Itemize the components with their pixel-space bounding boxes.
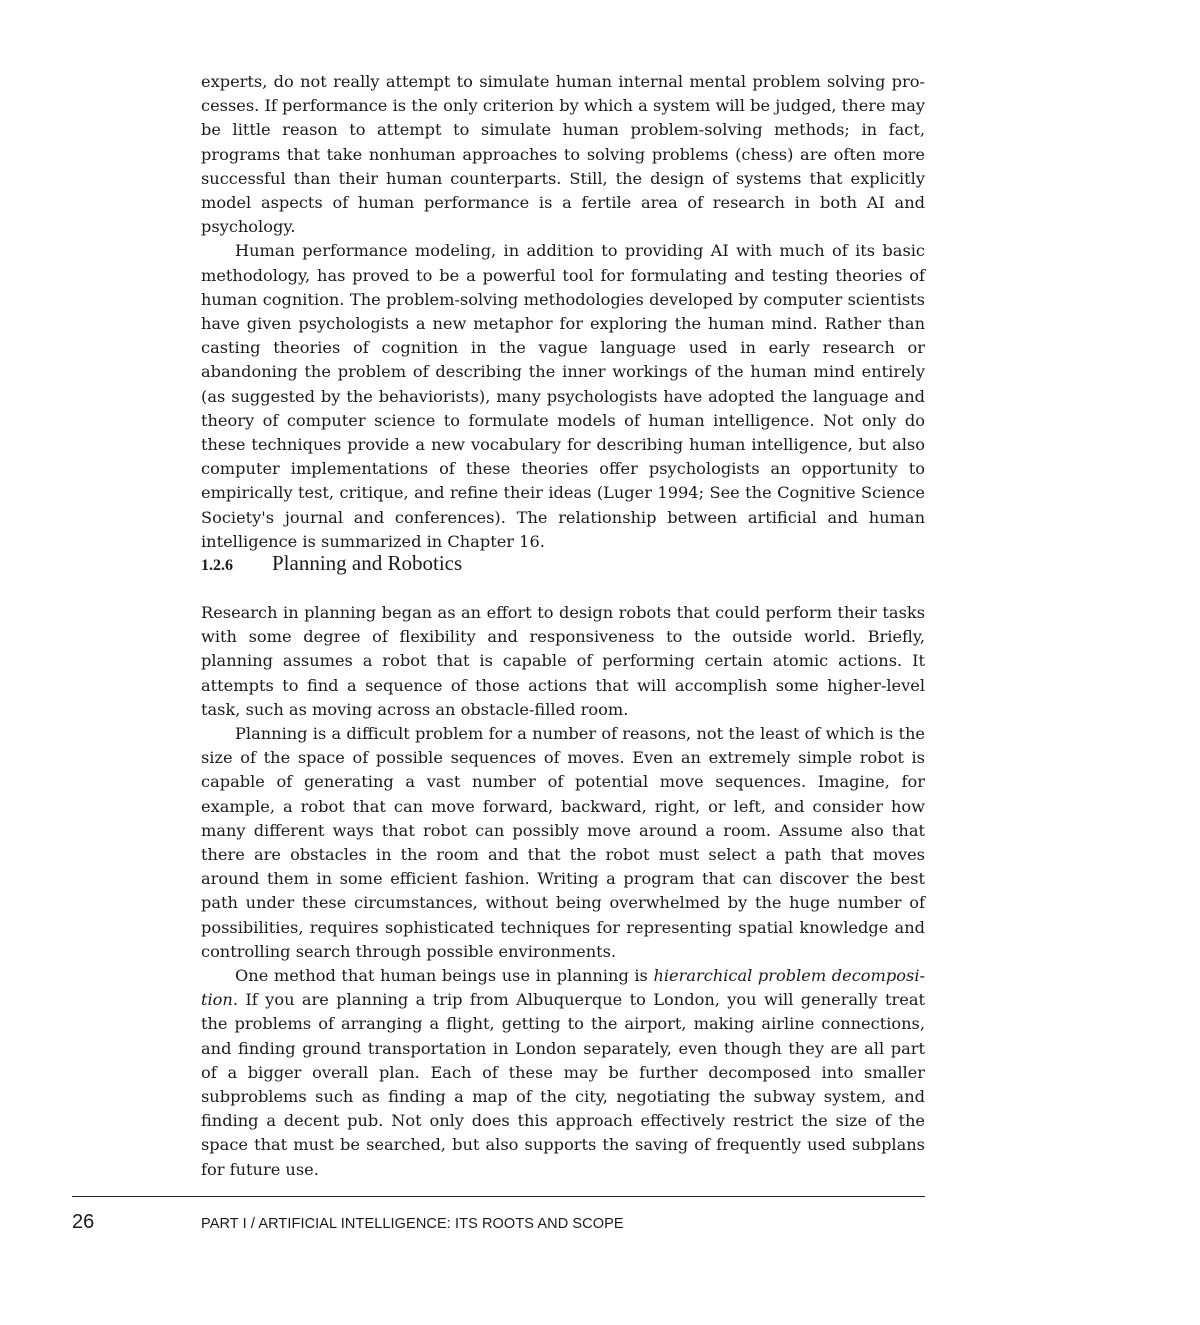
section-title: Planning and Robotics [272, 551, 463, 575]
paragraph-continued: experts, do not really attempt to simulate human internal mental problem solving processes. If performance is the only criterion by which a system will be judged, there may be little reason to attempt to simulate human problem-solving methods; in fact, programs that take nonhuman approaches to solving problems (chess) are often more successful than their human counterparts. Still, the design of systems that explicitly model aspects of human performance is a fertile area of research in both AI and psychology. [201, 72, 925, 237]
footer-rule [72, 1196, 925, 1197]
paragraph-planning-intro: Research in planning began as an effort to design robots that could perform their tasks with some degree of flexibility and responsiveness to the outside world. Briefly, planning assumes a robot that is capable of performing certain atomic actions. It attempts to find a sequence of those actions that will accomplish some higher-level task, such as moving across an obstacle-filled room. [201, 603, 925, 719]
paragraph-hierarchical-decomposition [201, 964, 925, 1182]
top-text-block [201, 70, 925, 554]
paragraph-lead-text: One method that human beings use in planning is [235, 966, 654, 986]
paragraph-rest-text: . If you are planning a trip from Albuquerque to London, you will generally treat the problems of arranging a flight, getting to the airport, making airline connections, and finding ground transportation in London separately, even though they are all part of a bigger overall plan. Each of these may be further decomposed into smaller subproblems such as finding a map of the city, negotiating the subway system, and finding a decent pub. Not only does this approach effectively restrict the size of the space that must be searched, but also supports the saving of frequently used subplans for future use. [201, 990, 925, 1179]
emphasized-term: hierarchical problem decomposition [201, 966, 925, 1010]
section-number: 1.2.6 [201, 557, 233, 574]
page-number: 26 [72, 1211, 95, 1233]
paragraph-planning-difficulty: Planning is a difficult problem for a number of reasons, not the least of which is the size of the space of possible sequences of moves. Even an extremely simple robot is capable of generating a vast number of potential move sequences. Imagine, for example, a robot that can move forward, backward, right, or left, and consider how many different ways that robot can possibly move around a room. Assume also that there are obstacles in the room and that the robot must select a path that moves around them in some efficient fashion. Writing a program that can discover the best path under these circumstances, without being overwhelmed by the huge number of possibilities, requires sophisticated techniques for representing spatial knowledge and controlling search through possible environments. [201, 724, 925, 961]
section-heading [201, 551, 462, 581]
running-footer: PART I / ARTIFICIAL INTELLIGENCE: ITS ROOTS AND SCOPE [201, 1216, 624, 1232]
section-text-block [201, 601, 925, 1182]
paragraph-performance-modeling: Human performance modeling, in addition to providing AI with much of its basic methodology, has proved to be a powerful tool for formulating and testing theories of human cognition. The problem-solving methodologies developed by computer scientists have given psychologists a new metaphor for exploring the human mind. Rather than casting theories of cognition in the vague language used in early research or abandoning the problem of describing the inner workings of the human mind entirely (as suggested by the behaviorists), many psychologists have adopted the language and theory of computer science to formulate models of human intelligence. Not only do these techniques provide a new vocabulary for describing human intelligence, but also computer implementations of these theories offer psychologists an opportunity to empirically test, critique, and refine their ideas (Luger 1994; See the Cognitive Science Society's journal and conferences). The relationship between artificial and human intelligence is summarized in Chapter 16. [201, 241, 925, 551]
